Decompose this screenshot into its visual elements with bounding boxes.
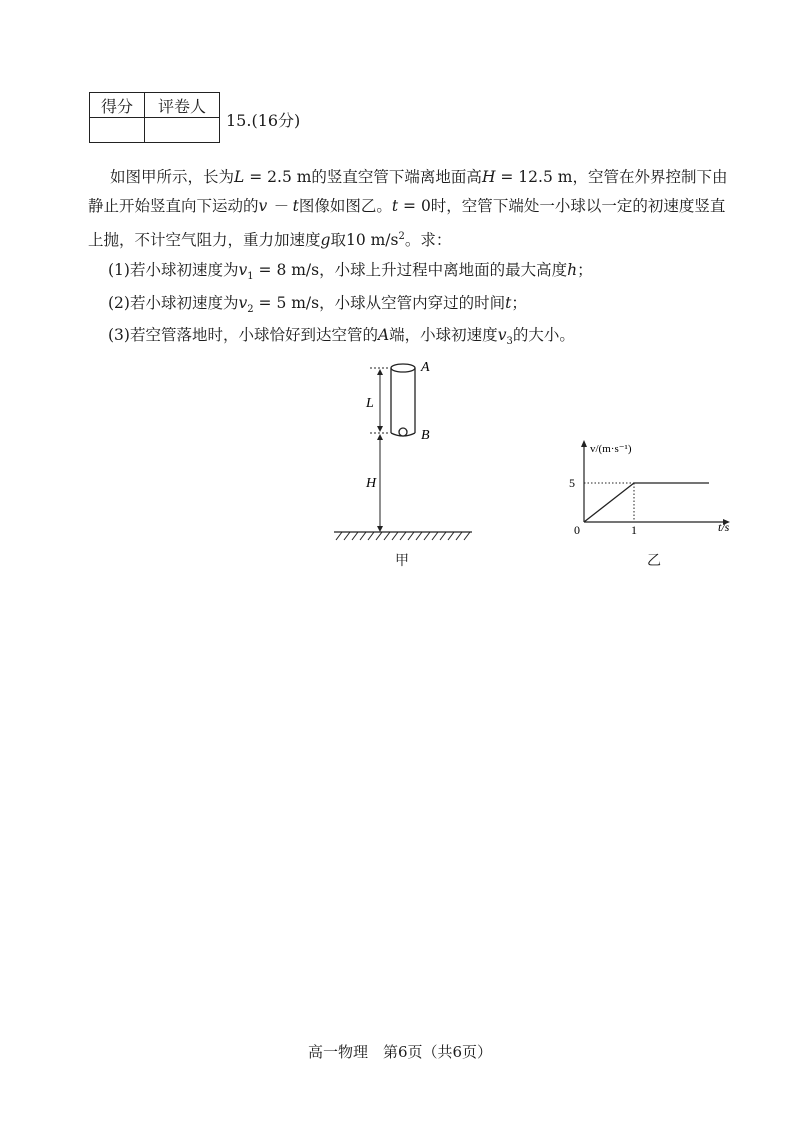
page-footer: 高一物理 第6页（共6页） (307, 1043, 493, 1061)
sub-question-1 (108, 260, 593, 287)
var-v: v (238, 261, 248, 279)
sub-question-2 (108, 293, 527, 320)
question-index: 15. (226, 111, 252, 130)
subscript: 3 (506, 336, 513, 348)
text-segment: (3)若空管落地时，小球恰好到达空管的 (108, 326, 378, 344)
text-segment: 上抛，不计空气阻力，重力加速度 (88, 231, 321, 250)
ground-hatch (336, 532, 470, 540)
score-header: 得分 (90, 93, 145, 118)
var-g: g (320, 231, 331, 250)
caption-jia: 甲 (395, 553, 409, 569)
dim-L-arrow-down (377, 426, 383, 432)
subscript: 1 (247, 271, 254, 283)
label-A: A (421, 360, 430, 375)
vt-chart (560, 430, 750, 540)
label-B: B (421, 428, 430, 443)
y-tick-label: 5 (569, 476, 575, 490)
subscript: 2 (247, 304, 254, 316)
text-segment: 如图甲所示，长为 (110, 168, 235, 186)
var-L: L (234, 168, 245, 186)
problem-line-2 (88, 196, 748, 216)
x-tick-label: 1 (631, 523, 637, 537)
tube-top-ellipse (391, 364, 415, 372)
superscript: 2 (398, 231, 405, 242)
origin-label: 0 (574, 523, 580, 537)
text-segment: 端，小球初速度 (389, 326, 498, 344)
text-segment: 图像如图乙。 (298, 197, 392, 215)
grader-cell[interactable] (145, 118, 220, 143)
text-segment: 的大小。 (512, 326, 575, 344)
var-vt: v － t (258, 197, 299, 215)
y-axis-arrow (581, 440, 587, 447)
var-H: H (481, 168, 496, 186)
label-L: L (366, 396, 374, 411)
dim-H-arrow-up (377, 434, 383, 440)
score-cell[interactable] (90, 118, 145, 143)
label-H: H (366, 476, 377, 491)
vt-marks (584, 483, 709, 522)
text-segment: 。求： (404, 231, 452, 250)
text-segment: (2)若小球初速度为 (108, 294, 239, 312)
x-axis-label: t/s (718, 520, 730, 534)
question-points: (16分) (251, 111, 301, 130)
var-t: t (391, 197, 399, 215)
text-segment: = 2.5 m的竖直空管下端离地面高 (244, 168, 482, 186)
var-h: h (567, 261, 578, 279)
question-number (226, 108, 300, 131)
y-axis-label: v/(m·s⁻¹) (590, 443, 632, 455)
var-v: v (497, 326, 507, 344)
var-v: v (238, 294, 248, 312)
var-t: t (505, 294, 512, 312)
dim-L-arrow-up (377, 369, 383, 375)
figure-jia (320, 355, 500, 555)
dim-H-arrow-down (377, 526, 383, 532)
problem-line-3 (88, 227, 748, 250)
text-segment: = 12.5 m，空管在外界控制下由 (495, 168, 728, 186)
text-segment: = 0时，空管下端处一小球以一定的初速度竖直 (398, 197, 726, 215)
ball (399, 428, 407, 436)
problem-line-1 (110, 167, 770, 187)
text-segment: 静止开始竖直向下运动的 (88, 197, 259, 215)
text-segment: ； (577, 261, 593, 279)
score-table (89, 92, 220, 143)
series-line-velocity (584, 483, 709, 522)
caption-yi: 乙 (647, 553, 661, 569)
sub-question-3 (108, 325, 575, 352)
text-segment: ； (511, 294, 527, 312)
text-segment: 取10 m/s (330, 231, 399, 250)
text-segment: (1)若小球初速度为 (108, 261, 239, 279)
var-A: A (377, 326, 390, 344)
grader-header: 评卷人 (145, 93, 220, 118)
text-segment: = 8 m/s，小球上升过程中离地面的最大高度 (253, 261, 568, 279)
text-segment: = 5 m/s，小球从空管内穿过的时间 (253, 294, 506, 312)
